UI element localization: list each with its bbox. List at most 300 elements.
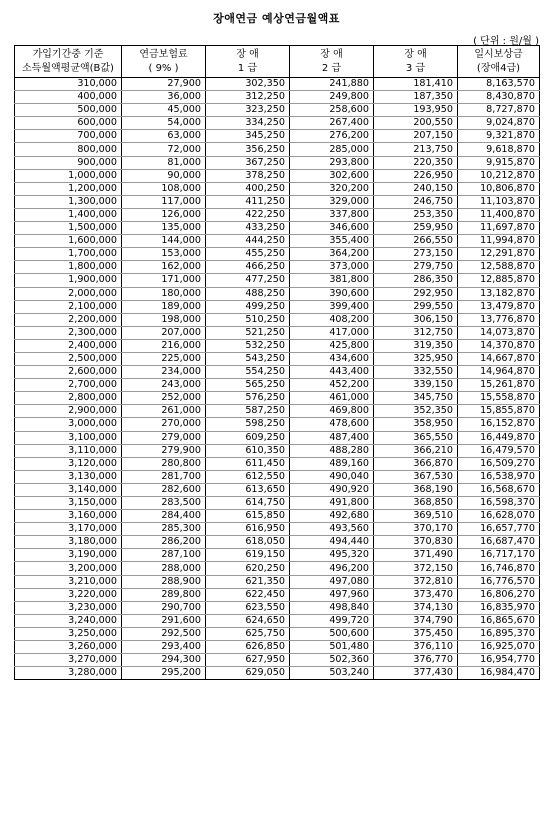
table-cell: 373,000 bbox=[290, 261, 374, 274]
table-cell: 488,250 bbox=[206, 287, 290, 300]
table-row bbox=[15, 78, 540, 91]
table-cell: 376,110 bbox=[374, 641, 458, 654]
table-cell: 600,000 bbox=[15, 117, 122, 130]
header-income: 가입기간중 기준 소득월액평균액(B값) bbox=[15, 46, 122, 78]
table-cell: 3,230,000 bbox=[15, 601, 122, 614]
table-cell: 3,190,000 bbox=[15, 549, 122, 562]
table-cell: 618,050 bbox=[206, 536, 290, 549]
header-row bbox=[15, 46, 540, 78]
table-cell: 282,600 bbox=[122, 483, 206, 496]
table-cell: 279,900 bbox=[122, 444, 206, 457]
table-cell: 3,250,000 bbox=[15, 627, 122, 640]
table-cell: 126,000 bbox=[122, 208, 206, 221]
table-cell: 370,170 bbox=[374, 523, 458, 536]
table-cell: 1,300,000 bbox=[15, 195, 122, 208]
table-cell: 226,950 bbox=[374, 169, 458, 182]
table-cell: 334,250 bbox=[206, 117, 290, 130]
table-cell: 376,770 bbox=[374, 654, 458, 667]
table-cell: 72,000 bbox=[122, 143, 206, 156]
table-cell: 495,320 bbox=[290, 549, 374, 562]
table-cell: 36,000 bbox=[122, 91, 206, 104]
table-cell: 11,103,870 bbox=[458, 195, 540, 208]
table-cell: 587,250 bbox=[206, 405, 290, 418]
table-cell: 16,687,470 bbox=[458, 536, 540, 549]
table-row bbox=[15, 287, 540, 300]
table-cell: 289,800 bbox=[122, 588, 206, 601]
table-cell: 294,300 bbox=[122, 654, 206, 667]
table-row bbox=[15, 654, 540, 667]
table-cell: 3,280,000 bbox=[15, 667, 122, 680]
table-cell: 500,000 bbox=[15, 104, 122, 117]
table-cell: 11,697,870 bbox=[458, 222, 540, 235]
table-cell: 369,510 bbox=[374, 510, 458, 523]
table-cell: 16,509,270 bbox=[458, 457, 540, 470]
table-row bbox=[15, 549, 540, 562]
table-cell: 312,750 bbox=[374, 326, 458, 339]
table-cell: 452,200 bbox=[290, 379, 374, 392]
table-cell: 285,300 bbox=[122, 523, 206, 536]
table-cell: 616,950 bbox=[206, 523, 290, 536]
table-cell: 3,120,000 bbox=[15, 457, 122, 470]
table-cell: 3,220,000 bbox=[15, 588, 122, 601]
table-cell: 10,212,870 bbox=[458, 169, 540, 182]
table-cell: 2,900,000 bbox=[15, 405, 122, 418]
table-cell: 11,400,870 bbox=[458, 208, 540, 221]
table-row bbox=[15, 497, 540, 510]
table-cell: 310,000 bbox=[15, 78, 122, 91]
table-cell: 171,000 bbox=[122, 274, 206, 287]
table-cell: 425,800 bbox=[290, 339, 374, 352]
table-cell: 356,250 bbox=[206, 143, 290, 156]
table-cell: 3,140,000 bbox=[15, 483, 122, 496]
table-cell: 14,667,870 bbox=[458, 352, 540, 365]
table-cell: 9,915,870 bbox=[458, 156, 540, 169]
table-cell: 3,270,000 bbox=[15, 654, 122, 667]
table-cell: 370,830 bbox=[374, 536, 458, 549]
table-cell: 187,350 bbox=[374, 91, 458, 104]
table-cell: 276,200 bbox=[290, 130, 374, 143]
table-cell: 373,470 bbox=[374, 588, 458, 601]
table-cell: 374,790 bbox=[374, 614, 458, 627]
table-cell: 234,000 bbox=[122, 366, 206, 379]
table-cell: 700,000 bbox=[15, 130, 122, 143]
table-cell: 455,250 bbox=[206, 248, 290, 261]
table-cell: 469,800 bbox=[290, 405, 374, 418]
table-cell: 498,840 bbox=[290, 601, 374, 614]
table-cell: 16,835,970 bbox=[458, 601, 540, 614]
table-cell: 1,200,000 bbox=[15, 182, 122, 195]
table-cell: 629,050 bbox=[206, 667, 290, 680]
table-cell: 496,200 bbox=[290, 562, 374, 575]
table-cell: 2,700,000 bbox=[15, 379, 122, 392]
table-cell: 339,150 bbox=[374, 379, 458, 392]
table-cell: 285,000 bbox=[290, 143, 374, 156]
table-row bbox=[15, 470, 540, 483]
table-cell: 12,588,870 bbox=[458, 261, 540, 274]
table-cell: 253,350 bbox=[374, 208, 458, 221]
table-cell: 490,920 bbox=[290, 483, 374, 496]
table-cell: 489,160 bbox=[290, 457, 374, 470]
table-cell: 261,000 bbox=[122, 405, 206, 418]
table-cell: 1,700,000 bbox=[15, 248, 122, 261]
table-cell: 377,430 bbox=[374, 667, 458, 680]
table-cell: 613,650 bbox=[206, 483, 290, 496]
table-cell: 312,250 bbox=[206, 91, 290, 104]
table-cell: 337,800 bbox=[290, 208, 374, 221]
table-row bbox=[15, 339, 540, 352]
table-cell: 207,000 bbox=[122, 326, 206, 339]
table-cell: 16,895,370 bbox=[458, 627, 540, 640]
table-row bbox=[15, 274, 540, 287]
table-row bbox=[15, 222, 540, 235]
table-cell: 16,954,770 bbox=[458, 654, 540, 667]
table-cell: 273,150 bbox=[374, 248, 458, 261]
table-cell: 576,250 bbox=[206, 392, 290, 405]
table-cell: 8,727,870 bbox=[458, 104, 540, 117]
table-row bbox=[15, 614, 540, 627]
table-cell: 258,600 bbox=[290, 104, 374, 117]
table-cell: 627,950 bbox=[206, 654, 290, 667]
table-cell: 14,073,870 bbox=[458, 326, 540, 339]
table-cell: 16,865,670 bbox=[458, 614, 540, 627]
table-cell: 488,280 bbox=[290, 444, 374, 457]
table-cell: 252,000 bbox=[122, 392, 206, 405]
table-cell: 492,680 bbox=[290, 510, 374, 523]
table-cell: 487,400 bbox=[290, 431, 374, 444]
table-cell: 15,261,870 bbox=[458, 379, 540, 392]
table-cell: 135,000 bbox=[122, 222, 206, 235]
table-row bbox=[15, 667, 540, 680]
table-cell: 490,040 bbox=[290, 470, 374, 483]
table-cell: 624,650 bbox=[206, 614, 290, 627]
table-cell: 443,400 bbox=[290, 366, 374, 379]
table-row bbox=[15, 208, 540, 221]
table-cell: 345,750 bbox=[374, 392, 458, 405]
table-cell: 434,600 bbox=[290, 352, 374, 365]
table-cell: 293,800 bbox=[290, 156, 374, 169]
table-cell: 15,855,870 bbox=[458, 405, 540, 418]
page-title: 장애연금 예상연금월액표 bbox=[213, 12, 340, 25]
table-cell: 1,900,000 bbox=[15, 274, 122, 287]
table-cell: 9,321,870 bbox=[458, 130, 540, 143]
table-cell: 240,150 bbox=[374, 182, 458, 195]
table-cell: 372,150 bbox=[374, 562, 458, 575]
table-row bbox=[15, 117, 540, 130]
table-cell: 521,250 bbox=[206, 326, 290, 339]
table-cell: 372,810 bbox=[374, 575, 458, 588]
table-cell: 16,717,170 bbox=[458, 549, 540, 562]
table-row bbox=[15, 392, 540, 405]
table-cell: 283,500 bbox=[122, 497, 206, 510]
table-cell: 287,100 bbox=[122, 549, 206, 562]
table-cell: 267,400 bbox=[290, 117, 374, 130]
table-row bbox=[15, 405, 540, 418]
table-cell: 500,600 bbox=[290, 627, 374, 640]
table-cell: 3,210,000 bbox=[15, 575, 122, 588]
table-cell: 3,150,000 bbox=[15, 497, 122, 510]
table-cell: 323,250 bbox=[206, 104, 290, 117]
table-cell: 284,400 bbox=[122, 510, 206, 523]
table-cell: 3,130,000 bbox=[15, 470, 122, 483]
table-cell: 371,490 bbox=[374, 549, 458, 562]
table-cell: 444,250 bbox=[206, 235, 290, 248]
table-row bbox=[15, 326, 540, 339]
table-cell: 493,560 bbox=[290, 523, 374, 536]
table-cell: 108,000 bbox=[122, 182, 206, 195]
table-cell: 16,984,470 bbox=[458, 667, 540, 680]
table-cell: 2,400,000 bbox=[15, 339, 122, 352]
table-row bbox=[15, 248, 540, 261]
table-row bbox=[15, 457, 540, 470]
table-cell: 614,750 bbox=[206, 497, 290, 510]
table-cell: 13,776,870 bbox=[458, 313, 540, 326]
table-cell: 13,182,870 bbox=[458, 287, 540, 300]
table-cell: 9,618,870 bbox=[458, 143, 540, 156]
table-cell: 345,250 bbox=[206, 130, 290, 143]
table-cell: 16,746,870 bbox=[458, 562, 540, 575]
table-cell: 90,000 bbox=[122, 169, 206, 182]
table-cell: 286,350 bbox=[374, 274, 458, 287]
table-row bbox=[15, 379, 540, 392]
table-cell: 3,200,000 bbox=[15, 562, 122, 575]
table-row bbox=[15, 91, 540, 104]
table-cell: 478,600 bbox=[290, 418, 374, 431]
table-cell: 364,200 bbox=[290, 248, 374, 261]
table-cell: 502,360 bbox=[290, 654, 374, 667]
table-cell: 3,180,000 bbox=[15, 536, 122, 549]
table-cell: 501,480 bbox=[290, 641, 374, 654]
table-cell: 554,250 bbox=[206, 366, 290, 379]
table-cell: 16,628,070 bbox=[458, 510, 540, 523]
table-cell: 16,479,570 bbox=[458, 444, 540, 457]
table-cell: 800,000 bbox=[15, 143, 122, 156]
table-cell: 14,370,870 bbox=[458, 339, 540, 352]
table-cell: 1,600,000 bbox=[15, 235, 122, 248]
table-cell: 378,250 bbox=[206, 169, 290, 182]
table-cell: 491,800 bbox=[290, 497, 374, 510]
table-cell: 461,000 bbox=[290, 392, 374, 405]
table-cell: 352,350 bbox=[374, 405, 458, 418]
table-cell: 16,925,070 bbox=[458, 641, 540, 654]
table-cell: 619,150 bbox=[206, 549, 290, 562]
table-cell: 503,240 bbox=[290, 667, 374, 680]
table-cell: 3,160,000 bbox=[15, 510, 122, 523]
table-row bbox=[15, 182, 540, 195]
table-cell: 213,750 bbox=[374, 143, 458, 156]
table-cell: 400,250 bbox=[206, 182, 290, 195]
table-cell: 3,240,000 bbox=[15, 614, 122, 627]
table-cell: 510,250 bbox=[206, 313, 290, 326]
table-cell: 367,530 bbox=[374, 470, 458, 483]
header-grade-3: 장 애 3 급 bbox=[374, 46, 458, 78]
table-row bbox=[15, 366, 540, 379]
table-cell: 626,850 bbox=[206, 641, 290, 654]
table-cell: 381,800 bbox=[290, 274, 374, 287]
table-cell: 13,479,870 bbox=[458, 300, 540, 313]
table-row bbox=[15, 143, 540, 156]
header-grade-1: 장 애 1 급 bbox=[206, 46, 290, 78]
table-cell: 3,000,000 bbox=[15, 418, 122, 431]
table-cell: 293,400 bbox=[122, 641, 206, 654]
table-cell: 609,250 bbox=[206, 431, 290, 444]
table-cell: 162,000 bbox=[122, 261, 206, 274]
table-cell: 565,250 bbox=[206, 379, 290, 392]
table-cell: 3,170,000 bbox=[15, 523, 122, 536]
table-cell: 153,000 bbox=[122, 248, 206, 261]
table-cell: 366,870 bbox=[374, 457, 458, 470]
table-cell: 117,000 bbox=[122, 195, 206, 208]
table-cell: 292,950 bbox=[374, 287, 458, 300]
table-cell: 302,600 bbox=[290, 169, 374, 182]
table-cell: 225,000 bbox=[122, 352, 206, 365]
table-cell: 216,000 bbox=[122, 339, 206, 352]
table-cell: 246,750 bbox=[374, 195, 458, 208]
header-premium: 연금보험료 ( 9% ) bbox=[122, 46, 206, 78]
table-cell: 207,150 bbox=[374, 130, 458, 143]
table-cell: 366,210 bbox=[374, 444, 458, 457]
table-cell: 54,000 bbox=[122, 117, 206, 130]
table-cell: 368,850 bbox=[374, 497, 458, 510]
table-cell: 27,900 bbox=[122, 78, 206, 91]
table-cell: 11,994,870 bbox=[458, 235, 540, 248]
table-row bbox=[15, 588, 540, 601]
table-cell: 180,000 bbox=[122, 287, 206, 300]
table-cell: 8,430,870 bbox=[458, 91, 540, 104]
table-cell: 346,600 bbox=[290, 222, 374, 235]
table-cell: 422,250 bbox=[206, 208, 290, 221]
table-row bbox=[15, 235, 540, 248]
table-cell: 81,000 bbox=[122, 156, 206, 169]
table-row bbox=[15, 418, 540, 431]
table-row bbox=[15, 261, 540, 274]
table-cell: 299,550 bbox=[374, 300, 458, 313]
table-cell: 390,600 bbox=[290, 287, 374, 300]
table-row bbox=[15, 352, 540, 365]
table-cell: 288,900 bbox=[122, 575, 206, 588]
table-cell: 374,130 bbox=[374, 601, 458, 614]
table-cell: 15,558,870 bbox=[458, 392, 540, 405]
table-cell: 16,538,970 bbox=[458, 470, 540, 483]
table-cell: 2,100,000 bbox=[15, 300, 122, 313]
table-cell: 625,750 bbox=[206, 627, 290, 640]
table-cell: 9,024,870 bbox=[458, 117, 540, 130]
table-cell: 281,700 bbox=[122, 470, 206, 483]
table-cell: 1,000,000 bbox=[15, 169, 122, 182]
table-cell: 368,190 bbox=[374, 483, 458, 496]
table-cell: 63,000 bbox=[122, 130, 206, 143]
table-cell: 319,350 bbox=[374, 339, 458, 352]
table-row bbox=[15, 536, 540, 549]
table-cell: 249,800 bbox=[290, 91, 374, 104]
table-cell: 144,000 bbox=[122, 235, 206, 248]
table-cell: 290,700 bbox=[122, 601, 206, 614]
table-cell: 400,000 bbox=[15, 91, 122, 104]
table-cell: 16,568,670 bbox=[458, 483, 540, 496]
table-cell: 623,550 bbox=[206, 601, 290, 614]
table-cell: 259,950 bbox=[374, 222, 458, 235]
table-cell: 543,250 bbox=[206, 352, 290, 365]
table-cell: 3,110,000 bbox=[15, 444, 122, 457]
table-cell: 12,291,870 bbox=[458, 248, 540, 261]
table-cell: 16,657,770 bbox=[458, 523, 540, 536]
table-cell: 243,000 bbox=[122, 379, 206, 392]
table-cell: 615,850 bbox=[206, 510, 290, 523]
table-cell: 45,000 bbox=[122, 104, 206, 117]
table-row bbox=[15, 483, 540, 496]
table-cell: 198,000 bbox=[122, 313, 206, 326]
table-cell: 10,806,870 bbox=[458, 182, 540, 195]
table-cell: 1,500,000 bbox=[15, 222, 122, 235]
table-cell: 433,250 bbox=[206, 222, 290, 235]
table-cell: 499,720 bbox=[290, 614, 374, 627]
table-cell: 622,450 bbox=[206, 588, 290, 601]
table-cell: 2,000,000 bbox=[15, 287, 122, 300]
table-cell: 200,550 bbox=[374, 117, 458, 130]
table-cell: 329,000 bbox=[290, 195, 374, 208]
table-cell: 8,163,570 bbox=[458, 78, 540, 91]
table-row bbox=[15, 601, 540, 614]
table-cell: 411,250 bbox=[206, 195, 290, 208]
table-row bbox=[15, 195, 540, 208]
table-cell: 367,250 bbox=[206, 156, 290, 169]
table-cell: 620,250 bbox=[206, 562, 290, 575]
table-row bbox=[15, 130, 540, 143]
table-cell: 365,550 bbox=[374, 431, 458, 444]
table-row bbox=[15, 300, 540, 313]
table-cell: 1,800,000 bbox=[15, 261, 122, 274]
table-cell: 280,800 bbox=[122, 457, 206, 470]
table-cell: 241,880 bbox=[290, 78, 374, 91]
table-cell: 417,000 bbox=[290, 326, 374, 339]
table-cell: 302,350 bbox=[206, 78, 290, 91]
table-row bbox=[15, 627, 540, 640]
header-lump-sum: 일시보상금 (장애4급) bbox=[458, 46, 540, 78]
table-row bbox=[15, 523, 540, 536]
table-cell: 494,440 bbox=[290, 536, 374, 549]
table-row bbox=[15, 104, 540, 117]
table-cell: 2,200,000 bbox=[15, 313, 122, 326]
table-cell: 16,449,870 bbox=[458, 431, 540, 444]
table-cell: 181,410 bbox=[374, 78, 458, 91]
unit-note: ( 단위 : 원/월 ) bbox=[473, 36, 539, 47]
table-cell: 466,250 bbox=[206, 261, 290, 274]
table-cell: 408,200 bbox=[290, 313, 374, 326]
table-cell: 610,350 bbox=[206, 444, 290, 457]
table-cell: 295,200 bbox=[122, 667, 206, 680]
table-cell: 189,000 bbox=[122, 300, 206, 313]
table-cell: 3,260,000 bbox=[15, 641, 122, 654]
table-cell: 355,400 bbox=[290, 235, 374, 248]
table-row bbox=[15, 431, 540, 444]
table-cell: 900,000 bbox=[15, 156, 122, 169]
table-cell: 477,250 bbox=[206, 274, 290, 287]
table-cell: 612,550 bbox=[206, 470, 290, 483]
table-row bbox=[15, 562, 540, 575]
table-cell: 270,000 bbox=[122, 418, 206, 431]
table-cell: 375,450 bbox=[374, 627, 458, 640]
table-cell: 193,950 bbox=[374, 104, 458, 117]
table-cell: 279,750 bbox=[374, 261, 458, 274]
table-cell: 358,950 bbox=[374, 418, 458, 431]
table-row bbox=[15, 444, 540, 457]
table-cell: 2,500,000 bbox=[15, 352, 122, 365]
table-row bbox=[15, 641, 540, 654]
table-cell: 2,300,000 bbox=[15, 326, 122, 339]
table-cell: 1,400,000 bbox=[15, 208, 122, 221]
table-cell: 3,100,000 bbox=[15, 431, 122, 444]
table-cell: 266,550 bbox=[374, 235, 458, 248]
table-cell: 611,450 bbox=[206, 457, 290, 470]
